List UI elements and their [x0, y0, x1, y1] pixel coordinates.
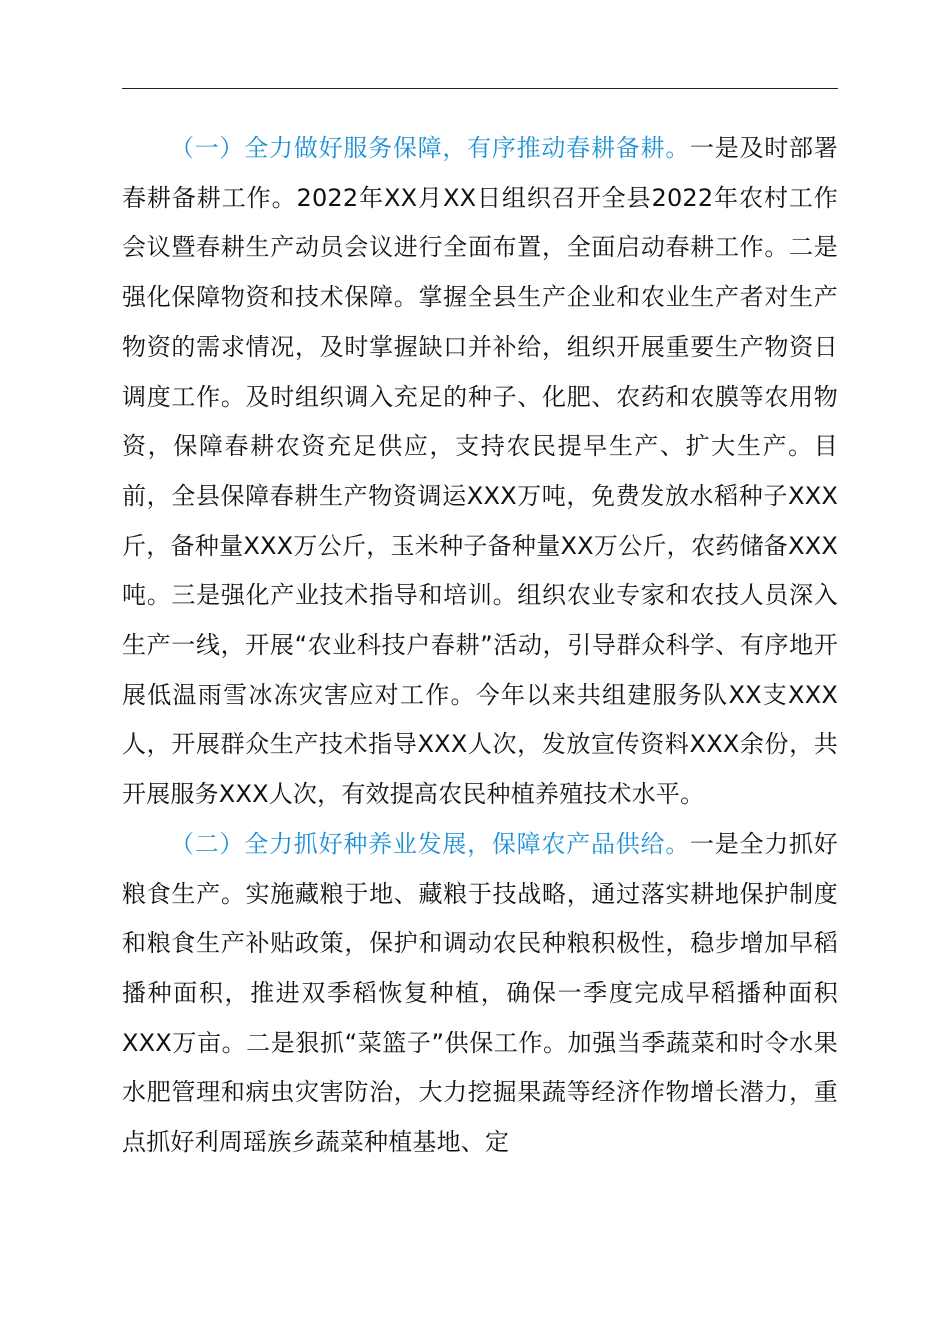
paragraph-2-text: 一是全力抓好粮食生产。实施藏粮于地、藏粮于技战略，通过落实耕地保护制度和粮食生产补贴政策，保护和调动农民种粮积极性，稳步增加早稻播种面积，推进双季稻恢复种植，确保一季度完成早稻播种面积XXX万亩。二是狠抓“菜篮子”供保工作。加强当季蔬菜和时令水果水肥管理和病虫灾害防治，大力挖掘果蔬等经济作物增长潜力，重点抓好利周瑶族乡蔬菜种植基地、定: [122, 829, 839, 1157]
paragraph-1: [122, 124, 838, 820]
section-heading-1: （一）全力做好服务保障，有序推动春耕备耕。: [170, 134, 690, 162]
paragraph-2: [122, 820, 838, 1168]
paragraph-1-text: 一是及时部署春耕备耕工作。2022年XX月XX日组织召开全县2022年农村工作会议暨春耕生产动员会议进行全面布置，全面启动春耕工作。二是强化保障物资和技术保障。掌握全县生产企业和农业生产者对生产物资的需求情况，及时掌握缺口并补给，组织开展重要生产物资日调度工作。及时组织调入充足的种子、化肥、农药和农膜等农用物资，保障春耕农资充足供应，支持农民提早生产、扩大生产。目前，全县保障春耕生产物资调运XXX万吨，免费发放水稻种子XXX斤，备种量XXX万公斤，玉米种子备种量XX万公斤，农药储备XXX吨。三是强化产业技术指导和培训。组织农业专家和农技人员深入生产一线，开展“农业科技户春耕”活动，引导群众科学、有序地开展低温雨雪冰冻灾害应对工作。今年以来共组建服务队XX支XXX人，开展群众生产技术指导XXX人次，发放宣传资料XXX余份，共开展服务XXX人次，有效提高农民种植养殖技术水平。: [122, 134, 839, 809]
header-rule: [122, 88, 838, 89]
document-body: [122, 124, 838, 1168]
section-heading-2: （二）全力抓好种养业发展，保障农产品供给。: [170, 829, 690, 858]
